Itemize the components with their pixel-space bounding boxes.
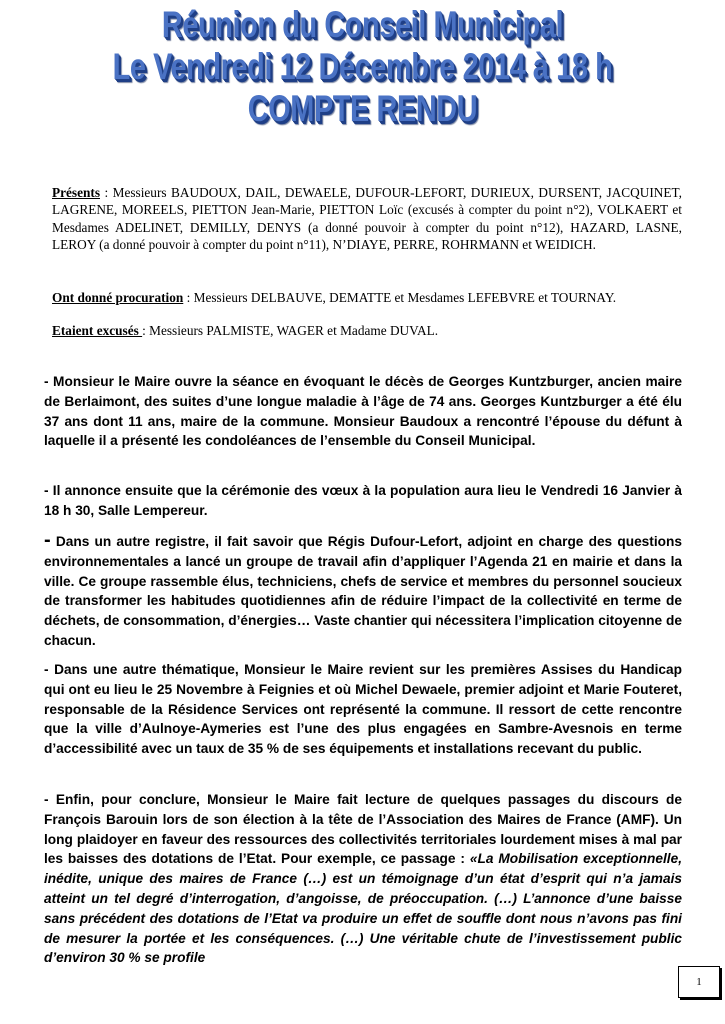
paragraph-obituary: - Monsieur le Maire ouvre la séance en évoquant le décès de Georges Kuntzburger, ancien maire de Berlaimont, des suites d’une longue maladie à l’âge de 74 ans. Georges Kuntzburger a été élu 37 ans dont 11 ans, maire de la commune. Monsieur Baudoux a rencontré l’épouse du défunt à laquelle il a présenté les condoléances de l’ensemble du Conseil Municipal. bbox=[44, 374, 682, 449]
present-label: Présents bbox=[52, 185, 100, 200]
paragraph-agenda21-text: Dans un autre registre, il fait savoir que Régis Dufour-Lefort, adjoint en charge des questions environnementales a lancé un groupe de travail afin d’appliquer l’Agenda 21 en mairie et dans la ville. Ce groupe rassemble élus, techniciens, chefs de service et membres du personnel soucieux de transformer les habitudes quotidiennes afin de réduire l’impact de la collectivité en terme de déchets, de consommation, d’énergies… Vaste chantier qui nécessitera l’implication citoyenne de chacun. bbox=[44, 534, 682, 648]
paragraph-dash: - bbox=[44, 529, 51, 551]
paragraph-wishes-ceremony: - Il annonce ensuite que la cérémonie des vœux à la population aura lieu le Vendredi 16 Janvier à 18 h 30, Salle Lempereur. bbox=[44, 483, 682, 518]
excused-label: Etaient excusés bbox=[52, 323, 143, 338]
excused-paragraph bbox=[52, 322, 682, 339]
title-line-3: COMPTE RENDU bbox=[247, 88, 478, 129]
amf-quote: «La Mobilisation exceptionnelle, inédite, unique des maires de France (…) est un témoignage d’un état d’esprit qui n’a jamais atteint un tel degré d’interrogation, d’angoisse, de préoccupation. (…) L’annonce d’une baisse sans précédent des dotations de l’Etat va produire un effet de souffle dont nous n’avons pas fini de mesurer la portée et les conséquences. (…) Une véritable chute de l’investissement public d’environ 30 % se profile bbox=[44, 851, 683, 966]
proxy-list: : Messieurs DELBAUVE, DEMATTE et Mesdames LEFEBVRE et TOURNAY. bbox=[183, 290, 617, 305]
paragraph-handicap: - Dans une autre thématique, Monsieur le Maire revient sur les premières Assises du Handicap qui ont eu lieu le 25 Novembre à Feignies et où Michel Dewaele, premier adjoint et Marie Fouteret, responsable de la Résidence Services ont représenté la commune. Il ressort de cette rencontre que la ville d’Aulnoye-Aymeries est l’une des plus engagées en Sambre-Avesnois en terme d’accessibilité avec un taux de 35 % de ses équipements et installations recevant du public. bbox=[44, 662, 682, 757]
paragraph-amf-speech bbox=[44, 790, 682, 968]
proxy-label: Ont donné procuration bbox=[52, 290, 184, 305]
paragraph-agenda21 bbox=[44, 531, 682, 651]
proxy-paragraph bbox=[52, 289, 682, 306]
document-title bbox=[0, 4, 725, 130]
page-number: 1 bbox=[678, 966, 720, 998]
present-separator: : bbox=[100, 185, 113, 200]
present-list: Messieurs BAUDOUX, DAIL, DEWAELE, DUFOUR-LEFORT, DURIEUX, DURSENT, JACQUINET, LAGRENE, MOREELS, PIETTON Jean-Marie, PIETTON Loïc (excusés à compter du point n°2), VOLKAERT et Mesdames ADELINET, DEMILLY, DENYS (a donné pouvoir à compter du point n°12), HAZARD, LASNE, LEROY (a donné pouvoir à compter du point n°11), N’DIAYE, PERRE, ROHRMANN et WEIDICH. bbox=[52, 185, 682, 253]
excused-list: : Messieurs PALMISTE, WAGER et Madame DUVAL. bbox=[142, 323, 439, 338]
title-line-2: Le Vendredi 12 Décembre 2014 à 18 h bbox=[112, 46, 613, 87]
paragraph-amf-text: - Enfin, pour conclure, Monsieur le Maire fait lecture de quelques passages du discours de François Barouin lors de son élection à la tête de l’Association des Maires de France (AMF). Un long plaidoyer en faveur des ressources des collectivités territoriales lourdement mises à mal par les baisses des dotations de l’Etat. Pour exemple, ce passage : bbox=[44, 792, 682, 867]
title-line-1: Réunion du Conseil Municipal bbox=[161, 4, 564, 45]
present-paragraph bbox=[52, 184, 682, 254]
